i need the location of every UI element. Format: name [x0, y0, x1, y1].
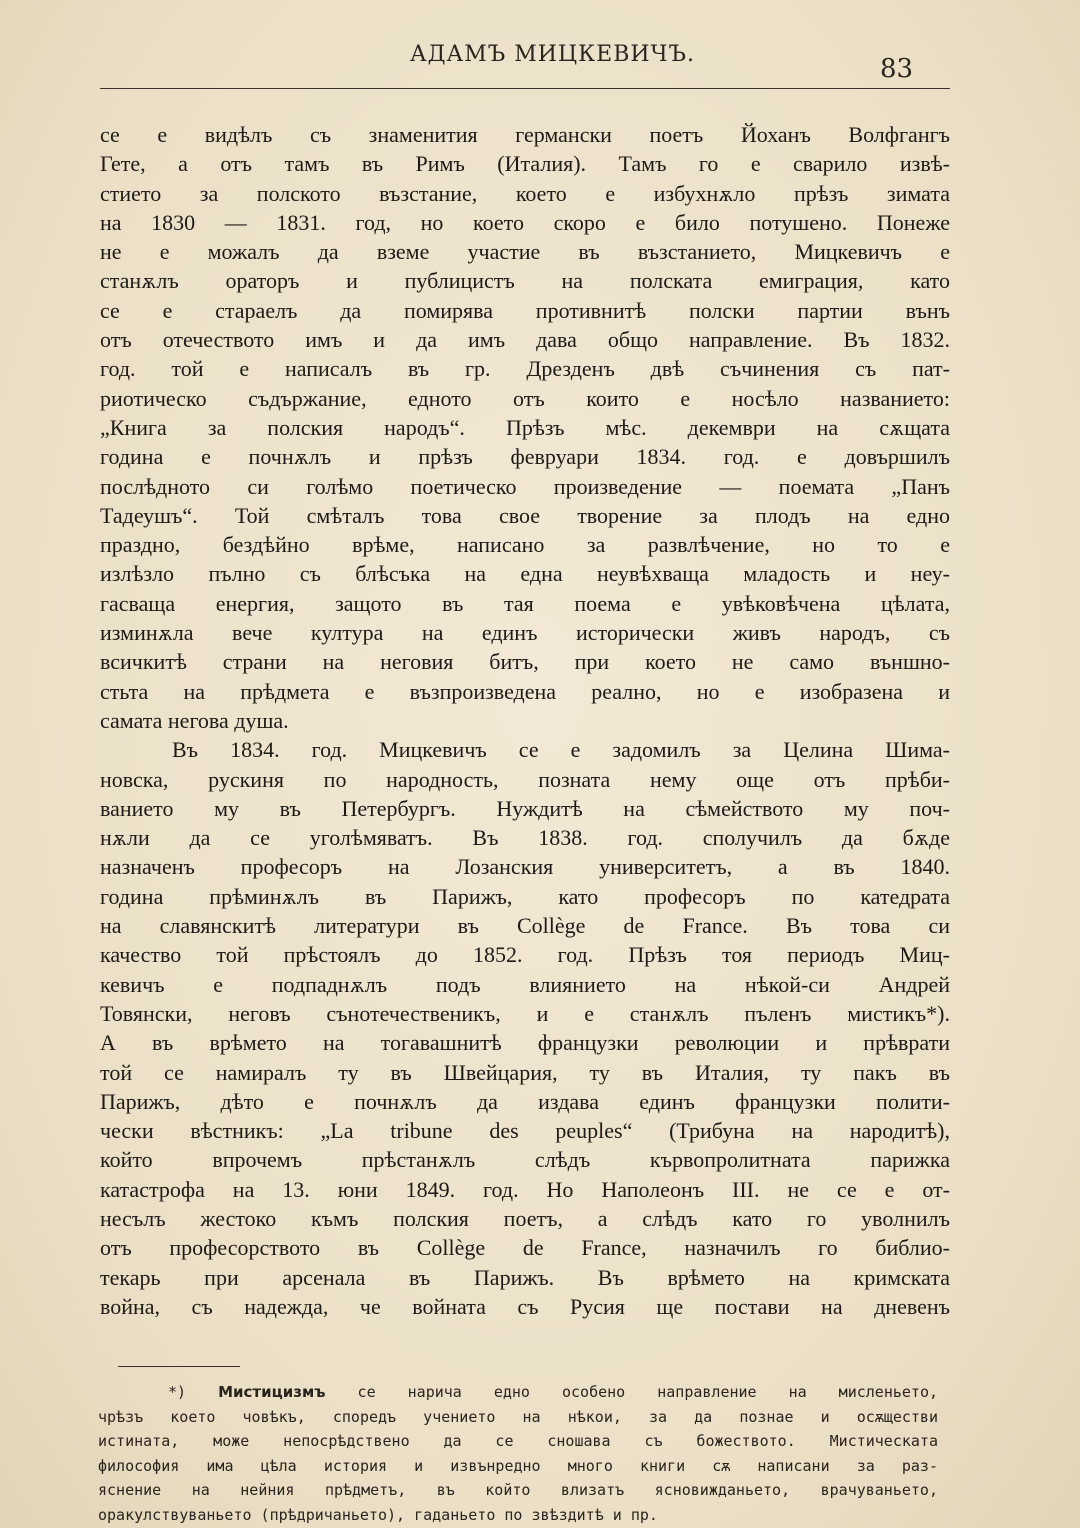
footnote-rule: [118, 1366, 240, 1367]
body-line: текарь при арсенала въ Парижъ. Въ врѣмето на кримската: [100, 1264, 950, 1290]
body-line: не е можалъ да вземе участие въ възстанието, Мицкевичъ е: [100, 239, 950, 265]
body-line: новска, рускиня по народность, позната нему още отъ прѣби-: [100, 766, 950, 792]
body-line: Тадеушъ“. Той смѣталъ това свое творение за плодъ на едно: [100, 502, 950, 528]
page-number: 83: [880, 54, 914, 84]
body-line: самата негова душа.: [100, 707, 289, 733]
body-line: год. той е написалъ въ гр. Дрезденъ двѣ съчинения съ пат-: [100, 356, 950, 382]
body-line: година е почнѫлъ и прѣзъ февруари 1834. год. е довършилъ: [100, 444, 950, 470]
body-line: нѫли да се уголѣмяватъ. Въ 1838. год. сполучилъ да бѫде: [100, 825, 950, 851]
body-text: [100, 120, 950, 1321]
body-line: Гете, а отъ тамъ въ Римъ (Италия). Тамъ го е сварило извѣ-: [100, 151, 950, 177]
body-line: праздно, бездѣйно врѣме, написано за развлѣчение, но то е: [100, 532, 950, 558]
body-line: се е стараелъ да помирява противнитѣ полски партии вънъ: [100, 297, 950, 323]
running-header-title: АДАМЪ МИЦКЕВИЧЪ.: [410, 42, 696, 67]
body-line: война, съ надежда, че войната съ Русия ще постави на дневенъ: [100, 1293, 950, 1319]
body-line: ванието му въ Петербургъ. Нуждитѣ на сѣмейството му поч-: [100, 795, 950, 821]
body-line: качество той прѣстоялъ до 1852. год. Прѣзъ тоя периодъ Миц-: [100, 942, 950, 968]
body-line: на 1830 — 1831. год, но което скоро е било потушено. Понеже: [100, 209, 950, 235]
footnote-line: оракулствуваньето (прѣдричаньето), гаданьето по звѣздитѣ и пр.: [98, 1505, 658, 1524]
body-line: катастрофа на 13. юни 1849. год. Но Наполеонъ III. не се е от-: [100, 1176, 950, 1202]
footnote-line: яснение на нейния прѣдметъ, въ който влизатъ ясновижданьето, врачуваньето,: [98, 1481, 938, 1499]
body-line: назначенъ професоръ на Лозанския университетъ, а въ 1840.: [100, 854, 950, 880]
body-line: послѣдното си голѣмо поетическо произведение — поемата „Панъ: [100, 473, 950, 499]
body-line: стьта на прѣдмета е възпроизведена реално, но е изобразена и: [100, 678, 950, 704]
body-line: чески вѣстникъ: „La tribune des peuples“ (Трибуна на народитѣ),: [100, 1118, 950, 1144]
body-line: той се намиралъ ту въ Швейцария, ту въ Италия, ту пакъ въ: [100, 1059, 950, 1085]
body-line: Парижъ, дѣто е почнѫлъ да издава единъ французки полити-: [100, 1088, 950, 1114]
body-line: всичкитѣ страни на неговия битъ, при което не само външно-: [100, 649, 950, 675]
footnote-line: философия има цѣла история и извънредно много книги сѫ написани за раз-: [98, 1456, 938, 1475]
body-line: изминѫла вече култура на единъ исторически живъ народъ, съ: [100, 620, 950, 646]
body-line: гасваща енергия, защото въ тая поема е увѣковѣчена цѣлата,: [100, 590, 950, 616]
body-line: се е видѣлъ съ знаменития германски поетъ Йоханъ Волфгангъ: [100, 122, 950, 147]
body-line: на славянскитѣ литератури въ Collège de France. Въ това си: [100, 913, 950, 939]
body-line: Товянски, неговъ сънотечественикъ, и е станѫлъ пъленъ мистикъ*).: [100, 1000, 950, 1026]
body-line: отъ професорството въ Collège de France, назначилъ го библио-: [100, 1235, 950, 1261]
footnote-marker: *): [168, 1383, 187, 1401]
body-line: „Книга за полския народъ“. Прѣзъ мѣс. декември на сѫщата: [100, 414, 950, 440]
body-line: стието за полското възстание, което е избухнѫло прѣзъ зимата: [100, 180, 950, 206]
body-line: А въ врѣмето на тогавашнитѣ французки революции и прѣврати: [100, 1030, 950, 1056]
footnote-line-text: се нарича едно особено направление на мисленьето,: [357, 1383, 939, 1401]
body-line: станѫлъ ораторъ и публицистъ на полската емиграция, като: [100, 268, 950, 294]
body-line: Въ 1834. год. Мицкевичъ се е задомилъ за Целина Шима-: [172, 737, 950, 763]
body-line: който впрочемъ прѣстанѫлъ слѣдъ кървопролитната парижка: [100, 1147, 950, 1173]
header-rule: [100, 88, 950, 89]
body-line: кевичъ е подпаднѫлъ подъ влиянието на нѣкой-си Андрей: [100, 971, 950, 997]
body-line: година прѣминѫлъ въ Парижъ, като професоръ по катедрата: [100, 883, 950, 909]
body-line: излѣзло пълно съ блѣсъка на една неувѣхваща младость и неу-: [100, 561, 950, 587]
footnote-line: чрѣзъ което човѣкъ, споредъ учението на нѣкои, за да познае и осѫществи: [98, 1407, 938, 1426]
body-line: риотическо съдържание, едното отъ които е носѣло названието:: [100, 385, 950, 411]
body-line: несълъ жестоко къмъ полския поетъ, а слѣдъ като го уволнилъ: [100, 1205, 950, 1231]
footnote-line: [98, 1380, 938, 1405]
body-line: отъ отечеството имъ и да имъ дава общо направление. Въ 1832.: [100, 327, 950, 353]
footnote-line: истината, може непосрѣдствено да се сношава съ божеството. Мистическата: [98, 1432, 938, 1450]
footnote-term: Мистицизмъ: [218, 1383, 326, 1401]
footnote: [98, 1380, 938, 1527]
